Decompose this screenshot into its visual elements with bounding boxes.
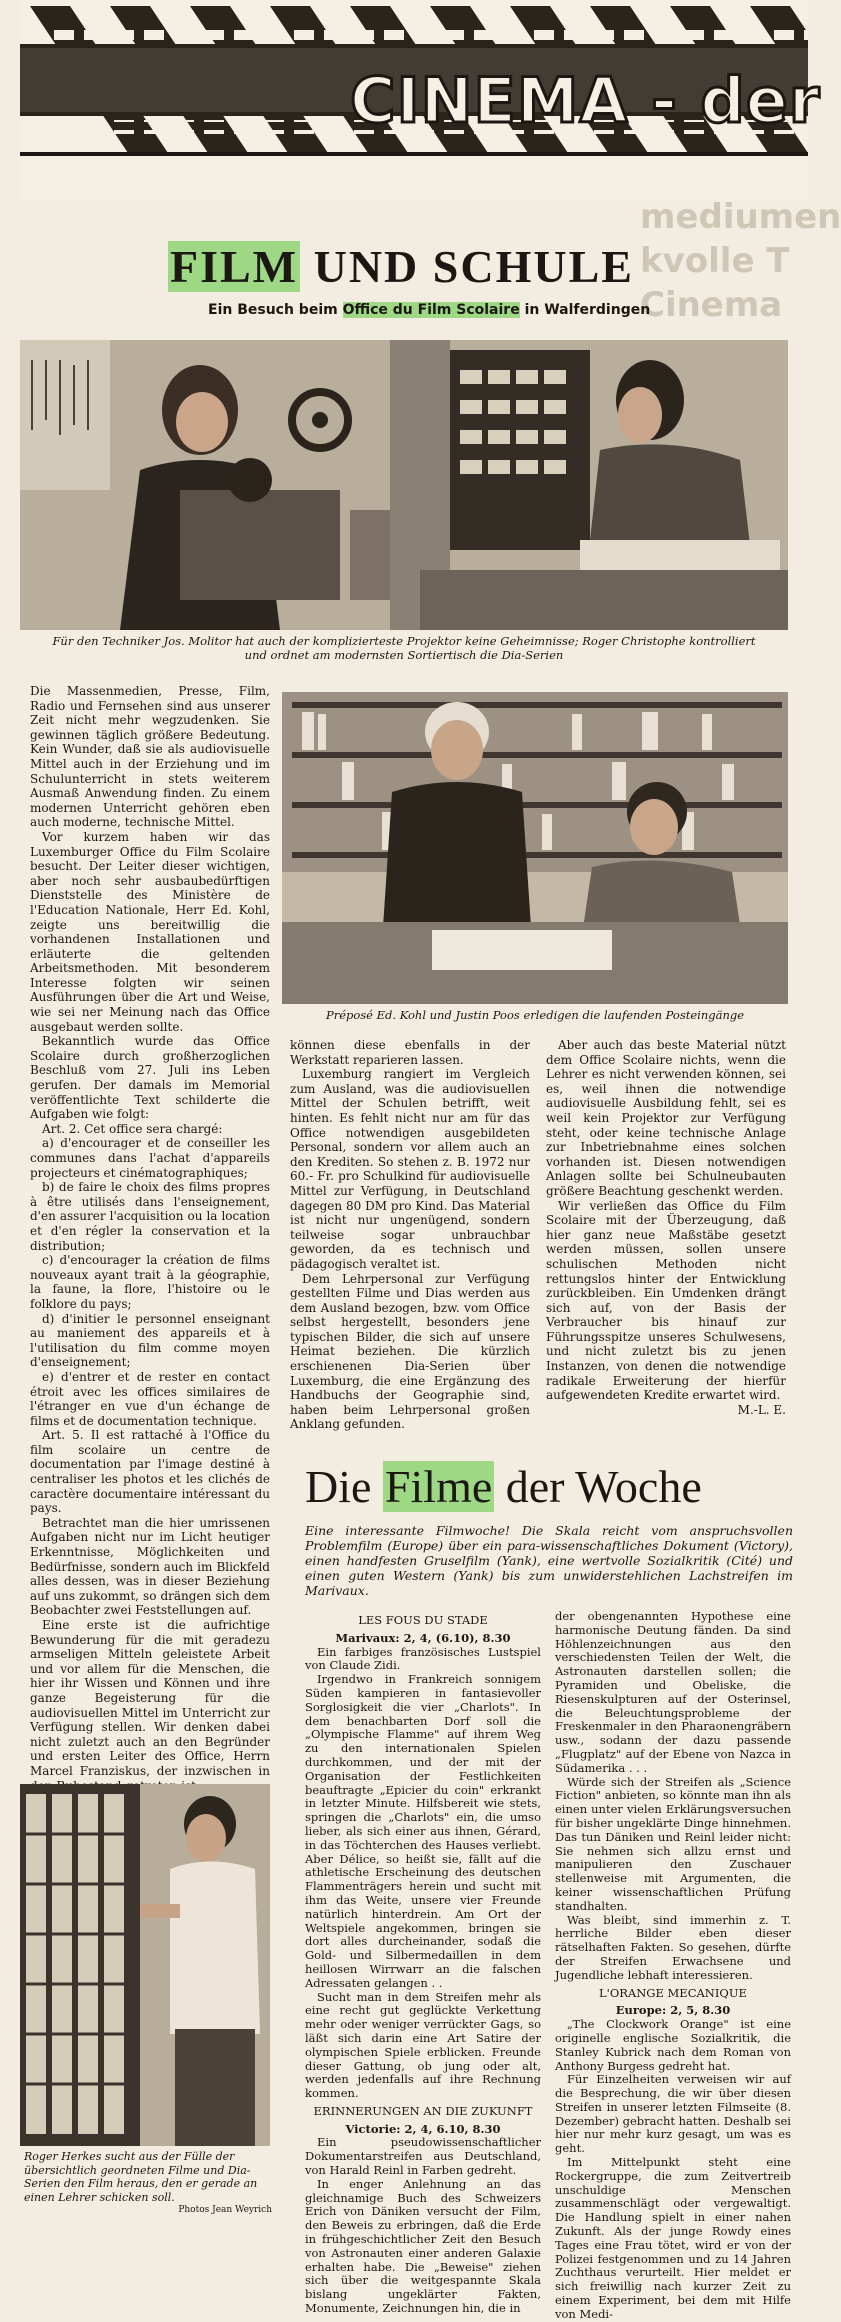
filme-der-woche-title xyxy=(305,1460,702,1513)
bleed-through-line: kvolle T xyxy=(640,241,790,281)
bleed-through-line: mediumen xyxy=(640,197,841,237)
paragraph: „The Clockwork Orange" ist eine originelle englische Sozialkritik, die Stanley Kubrick nach dem Roman von Anthony Burgess gedreht hat. xyxy=(555,2017,791,2073)
caption-line: Roger Herkes sucht aus der Fülle der übersichtlich geordneten Filme und Dia-Serien den Film heraus, den er gerade an einen Lehrer schicken soll. xyxy=(24,2150,258,2204)
paragraph: Vor kurzem haben wir das Luxemburger Office du Film Scolaire besucht. Der Leiter dieser wichtigen, aber noch sehr ausbaubedürftigen Dienststelle des Ministère de l'Education Nationale, Herr Ed. Kohl, zeigte uns bereitwillig die vorhandenen Installationen und erläuterte die geltenden Arbeitsmethoden. Mit besonderem Interesse folgten wir seinen Ausführungen über die Art und Weise, wie sei ner Meinung nach das Office ausgebaut werden sollte. xyxy=(30,829,270,1034)
paragraph: Ein farbiges französisches Lustspiel von Claude Zidi. xyxy=(305,1644,541,1673)
filme-column-b xyxy=(555,1609,791,2321)
paragraph: d) d'initier le personnel enseignant au maniement des appareils et à l'utilisation du film comme moyen d'enseignement; xyxy=(30,1311,270,1370)
projector-photo-icon xyxy=(20,340,788,630)
subtitle-text: in Walferdingen xyxy=(519,302,651,318)
caption-line: und ordnet am modernsten Sortiertisch die Dia-Serien xyxy=(244,648,564,662)
paragraph: In enger Anlehnung an das gleichnamige Buch des Schweizers Erich von Däniken versucht der Film, den Beweis zu erbringen, daß die Erde in frühgeschichtlicher Zeit den Besuch von Astronauten einer anderen Galaxie erhalten habe. Die „Beweise" ziehen sich über die weitgespannte Skala bislang ungeklärter Fakten, Monumente, Zeichnungen hin, die in xyxy=(305,2176,541,2316)
photo-caption xyxy=(24,2150,272,2218)
article-subtitle xyxy=(208,302,650,318)
film-review-heading: L'ORANGE MECANIQUE xyxy=(599,1985,747,2000)
paragraph: Sucht man in dem Streifen mehr als eine recht gut geglückte Verkettung mehr oder weniger verrückter Gags, so läßt sich darin eine Art Satire der olympischen Spiele erblicken. Freunde dieser Gattung, ob jung oder alt, werden jedenfalls auf ihre Rechnung kommen. xyxy=(305,1989,541,2101)
subtitle-text: Ein Besuch beim xyxy=(208,302,343,318)
paragraph: c) d'encourager la création de films nouveaux ayant trait à la géographie, la faune, la flore, l'histoire ou le folklore du pays; xyxy=(30,1253,270,1311)
archive-photo-icon xyxy=(20,1784,270,2146)
article-title-rest: UND SCHULE xyxy=(313,241,634,292)
paragraph: Im Mittelpunkt steht eine Rockergruppe, die zum Zeitvertreib unschuldige Menschen zusammenschlägt oder vergewaltigt. Die Handlung spielt in einer nahen Zukunft. Als der junge Rowdy eines Tages eine Frau tötet, wird er von der Polizei festgenommen und zu 14 Jahren Zuchthaus verurteilt. Hier meldet er sich freiwillig nach kurzer Zeit zu einem Experiment, bei dem mit Hilfe von Medi- xyxy=(555,2155,791,2321)
filme-intro: Eine interessante Filmwoche! Die Skala reicht vom anspruchsvollen Problemfilm (Europe) über ein para-wissenschaftliches Dokument (Victory), einen handfesten Gruselfilm (Yank), eine wertvolle Sozialkritik (Cité) und einen guten Western (Yank) bis zum unwiderstehlichen Lachstreifen im Marivaux. xyxy=(305,1523,793,1598)
paragraph: Die Massenmedien, Presse, Film, Radio und Fernsehen sind aus unserer Zeit nicht mehr wegzudenken. Sie gewinnen täglich größere Bedeutung. Kein Wunder, daß sie als audiovisuelle Mittel auch in der Erziehung und im Schulunterricht in stets weiterem Ausmaß Anwendung finden. Zu einem modernen Unterricht gehören eben auch moderne, technische Mittel. xyxy=(30,684,270,830)
subtitle-highlight: Office du Film Scolaire xyxy=(342,302,520,318)
paragraph: Für Einzelheiten verweisen wir auf die Besprechung, die wir über diesen Streifen in unserer letzten Filmseite (8. Dezember) gebracht hatten. Deshalb sei hier nur mehr kurz gesagt, um was es geht. xyxy=(555,2072,791,2156)
title-text: Die xyxy=(305,1461,383,1512)
photo-caption xyxy=(30,634,778,662)
article-column-1 xyxy=(30,684,270,1778)
cinema-banner-title: CINEMA - der xyxy=(350,64,821,137)
photo-office-staff xyxy=(282,692,788,1004)
caption-line: Für den Techniker Jos. Molitor hat auch der komplizierteste Projektor keine Geheimnisse; Roger Christophe kontrolliert xyxy=(52,634,756,648)
paragraph: Luxemburg rangiert im Vergleich zum Ausland, was die audiovisuellen Mittel der Schulen betrifft, weit hinten. Es fehlt nicht nur am für das Office notwendigen ausgebildeten Personal, sondern vor allem auch an den Krediten. So stehen z. B. 1972 nur 60.- Fr. pro Schulkind für audiovisuelle Mittel zur Verfügung, in Deutschland dagegen 80 DM pro Kind. Das Material ist nicht nur ungenügend, sondern teilweise sogar unbrauchbar geworden, da es technisch und pädagogisch veraltet ist. xyxy=(290,1067,530,1271)
film-review-heading: ERINNERUNGEN AN DIE ZUKUNFT xyxy=(313,2103,533,2118)
article-title xyxy=(168,240,634,293)
paragraph: Würde sich der Streifen als „Science Fiction" anbieten, so könnte man ihn als einen unter vielen Erklärungsversuchen für bisher ungeklärte Dinge hinnehmen. Das tun Däniken und Reinl leider nicht: Sie nehmen sich allzu ernst und manipulieren den Zuschauer stellenweise mit Argumenten, die keiner wissenschaftlichen Prüfung standhalten. xyxy=(555,1774,791,1913)
paragraph: Aber auch das beste Material nützt dem Office Scolaire nichts, wenn die Lehrer es nicht verwenden können, sei es, weil ihnen die notwendige audiovisuelle Ausbildung fehlt, sei es weil kein Projektor zur Verfügung steht, oder keine technische Anlage zur Inbetriebnahme eines solchen vorhanden ist. Diesen notwendigen Anlagen sollte bei Schulneubauten größere Beachtung geschenkt werden. xyxy=(546,1038,786,1198)
paragraph: Ein pseudowissenschaftlicher Dokumentarstreifen aus Deutschland, von Harald Reinl in Farben gedreht. xyxy=(305,2135,541,2178)
paragraph: Eine erste ist die aufrichtige Bewunderung für die mit geradezu armseligen Mitteln geleistete Arbeit und vor allem für die Menschen, die hier ihr Wissen und Können und ihre ganze Begeisterung für die audiovisuellen Mittel im Unterricht zur Verfügung stellen. Wir denken dabei nicht zuletzt auch an den Begründer und ersten Leiter des Office, Herrn Marcel Franziskus, der inzwischen in xyxy=(30,1618,270,1778)
photo-technicians xyxy=(20,340,788,630)
bleed-through-text xyxy=(640,195,841,325)
film-screening-times: Marivaux: 2, 4, (6.10), 8.30 xyxy=(335,1630,511,1645)
paragraph: können diese ebenfalls in der Werkstatt reparieren lassen. xyxy=(290,1038,530,1067)
article-title-highlight: FILM xyxy=(170,241,299,292)
photo-archive-shelves xyxy=(20,1784,270,2146)
title-highlight: Filme xyxy=(384,1461,493,1512)
photo-caption: Préposé Ed. Kohl und Justin Poos erledigen die laufenden Posteingänge xyxy=(325,1008,745,1022)
article-column-3 xyxy=(546,1038,786,1446)
paragraph: a) d'encourager et de conseiller les communes dans l'achat d'appareils projecteurs et cinématographiques; xyxy=(30,1136,270,1180)
paragraph: Wir verließen das Office du Film Scolaire mit der Überzeugung, daß hier ganz neue Maßstäbe gesetzt werden müssen, sollen unsere schulischen Methoden nicht rettungslos hinter der Entwicklung zurückbleiben. Ein Umdenken drängt sich auf, von der Basis der Verbraucher bis hinauf zur Führungsspitze unseres Schulwesens, und nicht zuletzt bis zu jenen Instanzen, von denen die notwendige radikale Erweiterung der hierfür aufgewendeten Kredite erwartet wird. xyxy=(546,1198,786,1403)
paragraph: Betrachtet man die hier umrissenen Aufgaben nicht nur im Licht heutiger Erkenntnisse, Möglichkeiten und Bedürfnisse, sondern auch im Blickfeld alles dessen, was in dieser Beziehung auf uns zukommt, so drängen sich dem Beobachter zwei Feststellungen auf. xyxy=(30,1515,270,1618)
film-strip-graphic xyxy=(20,6,821,156)
bleed-through-line: Cinema xyxy=(640,285,783,325)
photo-credit: Photos Jean Weyrich xyxy=(178,2205,272,2215)
paragraph: Dem Lehrpersonal zur Verfügung gestellten Filme und Dias werden aus dem Ausland bezogen, bzw. vom Office selbst hergestellt, besonders jene typischen Bilder, die sich auf unsere Heimat beziehen. Die kürzlich erschienenen Dia-Serien über Luxemburg, die eine Ergänzung des Handbuchs der Geographie sind, haben beim Lehrpersonal großen Anklang gefunden. xyxy=(290,1271,530,1432)
paragraph: b) de faire le choix des films propres à être utilisés dans l'enseignement, d'en assurer l'acquisition ou la location et d'en régler la conservation et la distribution; xyxy=(30,1180,270,1253)
paragraph: Was bleibt, sind immerhin z. T. herrliche Bilder eben dieser rätselhaften Fakten. So gesehen, dürfte der Streifen Erwachsene und Jugendliche lebhaft interessieren. xyxy=(555,1912,791,1982)
office-photo-icon xyxy=(282,692,788,1004)
film-screening-times: Victorie: 2, 4, 6.10, 8.30 xyxy=(345,2121,501,2136)
paragraph: Bekanntlich wurde das Office Scolaire durch großherzoglichen Beschluß vom 27. Juli ins Leben gerufen. Der damals im Memorial veröffentlichte Text schilderte die Aufgaben wie folgt: xyxy=(30,1034,270,1122)
paragraph: Art. 5. Il est rattaché à l'Office du film scolaire un centre de documentation par l'image destiné à centraliser les photos et les clichés de caractère documentaire intéressant du pays. xyxy=(30,1428,270,1516)
film-screening-times: Europe: 2, 5, 8.30 xyxy=(615,2003,731,2018)
paragraph: Irgendwo in Frankreich sonnigem Süden kampieren in fantasievoller Sorglosigkeit die vier „Charlots". In dem benachbarten Dorf soll die „Olympische Flamme" auf ihrem Weg zu den internationalen Spielen durchkommen, und der mit der Organisation der Festlichkeiten beauftragte „Epicier du coin" erkrankt in letzter Minute. Hilfsbereit wie stets, springen die „Charlots" ein, die umso lieber, als sich einer aus ihnen, Gérard, in das Töchterchen des Hauses verliebt. Aber Délice, so heißt sie, fällt auf die athletische Erscheinung des deutschen Flammenträgers herein und sucht mit ihm das Weite, unsere vier Freunde natürlich hinterdrein. Am Ort der Weltspiele angekommen, bringen sie dort alles durcheinander, sodaß die Gold- und Silbermedaillen in dem heillosen Wirrwarr an die falschen Adressaten gelangen . . xyxy=(305,1672,541,1990)
paragraph: e) d'entrer et de rester en contact étroit avec les offices similaires de l'étranger en vue d'un échange de films et de documentation technique. xyxy=(30,1369,270,1428)
paragraph: der obengenannten Hypothese eine harmonische Deutung fänden. Da sind Höhlenzeichnungen aus den verschiedensten Teilen der Welt, die Astronauten darstellen sollen; die Pyramiden und Obeliske, die Riesenskulpturen auf der Osterinsel, die Beleuchtungsprobleme der Freskenmaler in den Pharaonengräbern usw., sodann der dazu passende „Flugplatz" auf der Ebene von Nazca in Südamerika . . . xyxy=(555,1609,791,1775)
film-review-heading: LES FOUS DU STADE xyxy=(358,1613,488,1627)
filme-column-a xyxy=(305,1610,541,2316)
paragraph: Art. 2. Cet office sera chargé: xyxy=(42,1121,223,1136)
author-signature: M.-L. E. xyxy=(737,1402,786,1417)
article-column-2 xyxy=(290,1038,530,1446)
title-text: der Woche xyxy=(494,1461,702,1512)
